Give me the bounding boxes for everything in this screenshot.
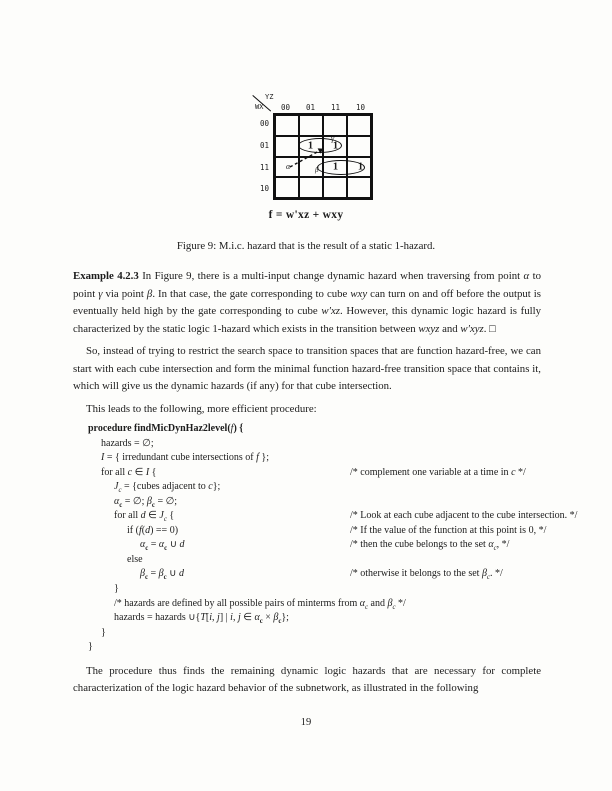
procedure-line — [88, 509, 578, 524]
kmap-col-label: 11 — [330, 103, 341, 112]
procedure-code: } — [101, 626, 106, 638]
kmap-col-label: 00 — [280, 103, 291, 112]
procedure-code: for all d ∈ $J_c$ { — [114, 510, 175, 524]
transition-arrow — [285, 146, 335, 174]
procedure-line — [88, 437, 541, 452]
kmap-cell — [323, 177, 347, 198]
kmap-cell — [347, 136, 371, 157]
kmap-one: 1 — [332, 161, 339, 173]
procedure-code: /* hazards are defined by all possible pairs of minterms from $\alpha_c$ and $\beta_c$ */ — [114, 597, 406, 611]
kmap-one: 1 — [357, 161, 364, 173]
procedure-line — [88, 495, 541, 510]
procedure-code: hazards = ∅; — [101, 437, 154, 449]
kmap-row-label: 10 — [259, 184, 269, 194]
point-label-alpha: α — [286, 162, 291, 171]
kmap-row-label: 00 — [259, 119, 269, 128]
procedure-code: $\alpha_c = \alpha_c$ ∪ d — [140, 539, 185, 553]
page-content — [73, 268, 578, 703]
procedure-line — [88, 597, 541, 612]
procedure-code: if (f(d) == 0) — [127, 524, 179, 536]
procedure-code: procedure findMicDynHaz2level(f) { — [88, 423, 244, 434]
procedure-code: for all c ∈ I { — [101, 466, 157, 478]
kmap-row-label: 11 — [259, 162, 269, 172]
procedure-listing — [88, 422, 578, 655]
procedure-line — [88, 422, 541, 437]
procedure-line — [88, 582, 541, 597]
kmap-cell — [299, 177, 323, 198]
kmap-col-label: 10 — [355, 103, 366, 112]
figure-equation: f = w'xz + wxy — [268, 209, 344, 221]
kmap-one: 1 — [307, 140, 314, 152]
figure-caption: Figure 9: M.i.c. hazard that is the result of a static 1-hazard. — [176, 240, 436, 252]
procedure-comment: /* then the cube belongs to the set $\alpha_c$, */ — [350, 539, 510, 553]
procedure-code: I = { irredundant cube intersections of f }; — [101, 452, 269, 464]
paragraph-this-leads: This leads to the following, more efficient procedure: — [86, 402, 317, 415]
axis-label-wx: WX — [255, 103, 264, 111]
procedure-comment: /* otherwise it belongs to the set $\beta_c$. */ — [350, 568, 503, 582]
procedure-line — [88, 567, 541, 582]
procedure-code: hazards = hazards ∪{T[i, j] | i, j ∈ $\alpha_c \times \beta_c$}; — [114, 612, 289, 626]
procedure-code: else — [127, 553, 143, 565]
procedure-line — [88, 480, 541, 495]
procedure-code: } — [114, 583, 119, 595]
kmap-cell — [347, 177, 371, 198]
procedure-line — [88, 466, 541, 481]
procedure-line — [88, 611, 541, 626]
paragraph-so-instead: So, instead of trying to restrict the search space to transition spaces that are function hazard-free, we can start with each cube intersection and form the minimal function hazard-free transition space that contains it, which will give us the dynamic hazards (if any) for that cube intersection. — [73, 345, 541, 392]
kmap-one: 1 — [332, 140, 339, 152]
procedure-line — [88, 626, 541, 641]
paragraph-closing: The procedure thus finds the remaining dynamic logic hazards that are necessary for complete characterization of the logic hazard behavior of the subnetwork, as illustrated in the following — [73, 664, 541, 695]
kmap-cell — [323, 115, 347, 136]
procedure-comment: /* complement one variable at a time in c */ — [350, 466, 526, 478]
procedure-comment: /* If the value of the function at this point is 0, */ — [350, 524, 547, 536]
point-label-beta: β — [315, 166, 319, 174]
figure-9 — [0, 0, 612, 268]
procedure-line — [88, 553, 541, 568]
paragraph-example: Example 4.2.3 In Figure 9, there is a multi-input change dynamic hazard when traversing from point α to point γ via point β. In that case, the gate corresponding to cube wxy can turn on and off before the output is eventually held high by the gate corresponding to cube w′xz. However, this dynamic logic hazard is fully characterized by the static logic 1-hazard which exists in the transition between wxyz and w′xyz. □ — [73, 270, 541, 335]
procedure-code: $J_c$ = {cubes adjacent to c}; — [114, 481, 221, 495]
procedure-line — [88, 451, 541, 466]
procedure-line — [88, 640, 541, 655]
kmap-col-label: 01 — [305, 103, 316, 112]
kmap-cell — [275, 177, 299, 198]
procedure-comment: /* Look at each cube adjacent to the cube intersection. */ — [350, 510, 578, 522]
kmap-cell — [347, 115, 371, 136]
axis-label-yz: YZ — [265, 93, 274, 101]
procedure-line — [88, 538, 541, 553]
karnaugh-map — [255, 93, 385, 205]
procedure-code: $\beta_c = \beta_c$ ∪ d — [140, 568, 184, 582]
point-label-gamma: γ — [331, 134, 335, 143]
kmap-cell — [299, 115, 323, 136]
procedure-line — [88, 524, 547, 539]
procedure-code: $\alpha_c$ = ∅; $\beta_c$ = ∅; — [114, 495, 178, 509]
kmap-row-label: 01 — [259, 140, 269, 150]
kmap-cell — [275, 115, 299, 136]
page-number: 19 — [300, 717, 312, 728]
procedure-code: } — [88, 641, 93, 653]
